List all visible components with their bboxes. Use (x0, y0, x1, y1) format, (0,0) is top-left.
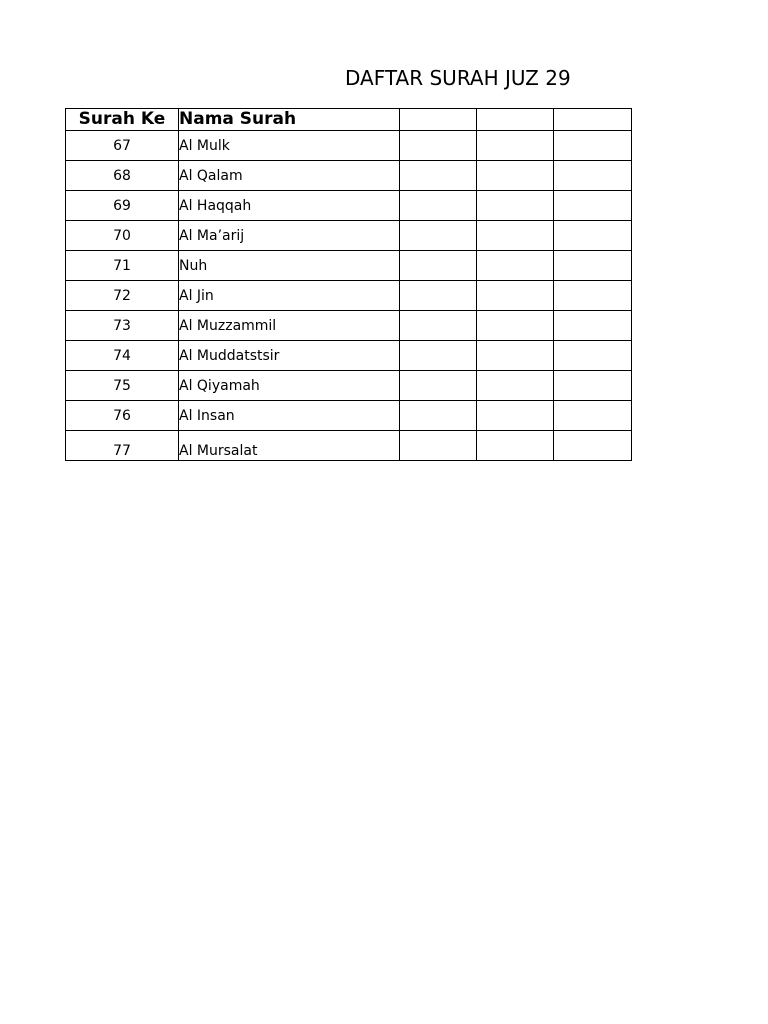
column-header-surah-number: Surah Ke (66, 109, 179, 131)
surah-name-cell: Al Haqqah (179, 191, 400, 221)
blank-cell (400, 251, 477, 281)
blank-cell (554, 371, 632, 401)
surah-name-cell: Al Insan (179, 401, 400, 431)
surah-name-cell: Al Qalam (179, 161, 400, 191)
table-row (66, 431, 632, 461)
blank-cell (477, 191, 554, 221)
blank-cell (400, 161, 477, 191)
blank-cell (554, 431, 632, 461)
table-row (66, 341, 632, 371)
column-header-surah-name: Nama Surah (179, 109, 400, 131)
table-row (66, 311, 632, 341)
table-row (66, 221, 632, 251)
blank-cell (554, 131, 632, 161)
surah-number-cell: 70 (66, 221, 179, 251)
surah-number-cell: 68 (66, 161, 179, 191)
surah-name-cell: Al Muzzammil (179, 311, 400, 341)
surah-name-cell: Al Muddatstsir (179, 341, 400, 371)
blank-cell (477, 341, 554, 371)
table-row (66, 251, 632, 281)
surah-name-cell: Al Ma’arij (179, 221, 400, 251)
blank-cell (477, 281, 554, 311)
page-title: DAFTAR SURAH JUZ 29 (345, 66, 571, 90)
blank-cell (400, 281, 477, 311)
table-row (66, 161, 632, 191)
blank-cell (554, 341, 632, 371)
column-header-blank (400, 109, 477, 131)
surah-number-cell: 74 (66, 341, 179, 371)
surah-number-cell: 69 (66, 191, 179, 221)
table-row (66, 281, 632, 311)
table-header-row (66, 109, 632, 131)
surah-number-cell: 76 (66, 401, 179, 431)
blank-cell (400, 191, 477, 221)
blank-cell (400, 431, 477, 461)
blank-cell (400, 401, 477, 431)
blank-cell (477, 311, 554, 341)
blank-cell (477, 401, 554, 431)
blank-cell (400, 371, 477, 401)
blank-cell (400, 131, 477, 161)
surah-name-cell: Nuh (179, 251, 400, 281)
surah-number-cell: 75 (66, 371, 179, 401)
blank-cell (554, 161, 632, 191)
surah-number-cell: 77 (66, 431, 179, 461)
blank-cell (477, 251, 554, 281)
blank-cell (400, 341, 477, 371)
blank-cell (400, 311, 477, 341)
blank-cell (554, 281, 632, 311)
blank-cell (554, 311, 632, 341)
blank-cell (477, 221, 554, 251)
surah-number-cell: 67 (66, 131, 179, 161)
blank-cell (477, 161, 554, 191)
surah-name-cell: Al Qiyamah (179, 371, 400, 401)
surah-table (65, 108, 632, 461)
surah-name-cell: Al Mursalat (179, 431, 400, 461)
table-row (66, 371, 632, 401)
surah-number-cell: 73 (66, 311, 179, 341)
column-header-blank (554, 109, 632, 131)
table-row (66, 401, 632, 431)
blank-cell (554, 221, 632, 251)
blank-cell (477, 131, 554, 161)
surah-number-cell: 71 (66, 251, 179, 281)
table-row (66, 131, 632, 161)
blank-cell (477, 431, 554, 461)
surah-number-cell: 72 (66, 281, 179, 311)
blank-cell (554, 251, 632, 281)
surah-name-cell: Al Mulk (179, 131, 400, 161)
blank-cell (400, 221, 477, 251)
blank-cell (554, 191, 632, 221)
column-header-blank (477, 109, 554, 131)
surah-name-cell: Al Jin (179, 281, 400, 311)
blank-cell (554, 401, 632, 431)
blank-cell (477, 371, 554, 401)
table-row (66, 191, 632, 221)
